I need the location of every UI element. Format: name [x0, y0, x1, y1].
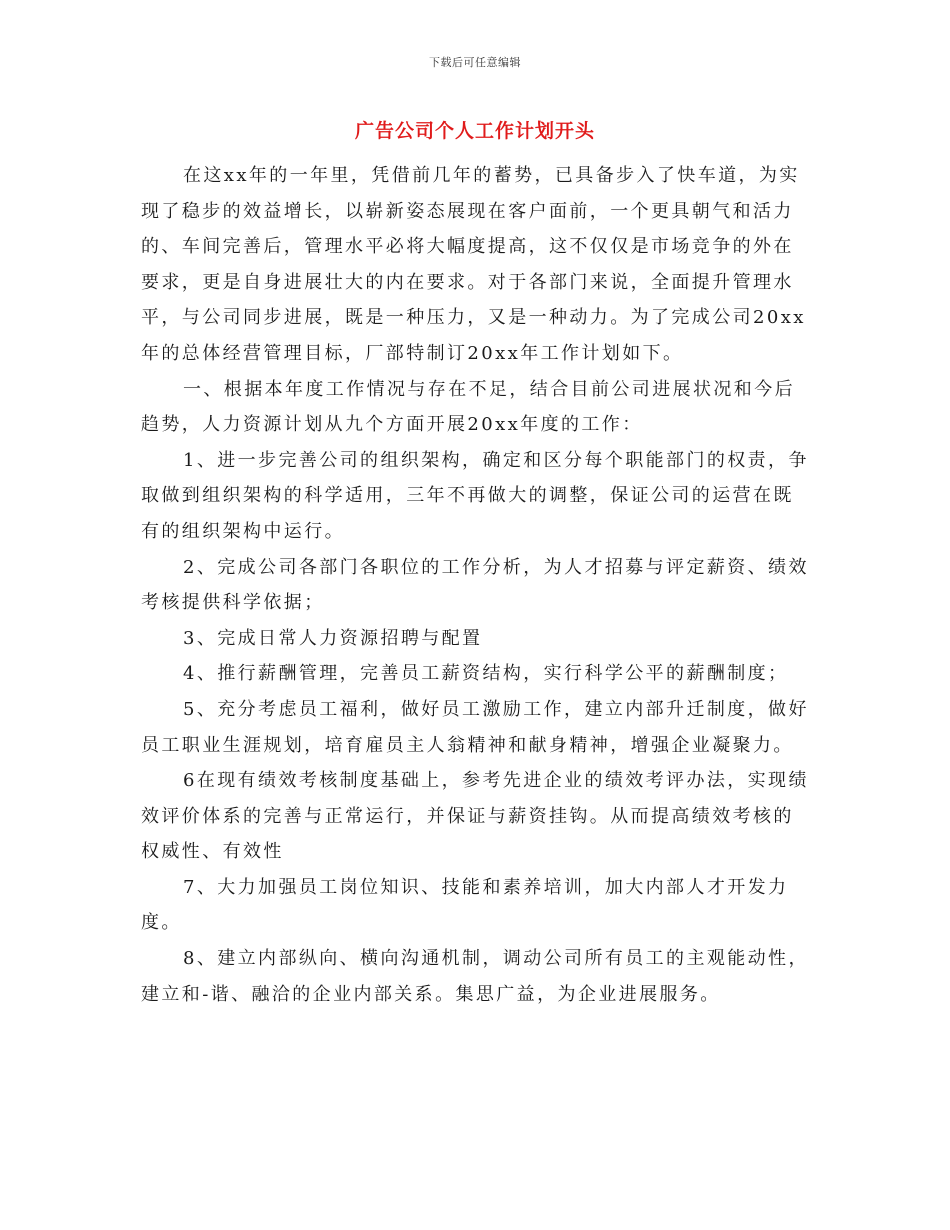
document-body — [141, 158, 813, 1012]
paragraph-item-5: 5、充分考虑员工福利，做好员工激励工作，建立内部升迁制度，做好员工职业生涯规划，培育雇员主人翁精神和献身精神，增强企业凝聚力。 — [141, 698, 809, 756]
paragraph-intro: 在这xx年的一年里，凭借前几年的蓄势，已具备步入了快车道，为实现了稳步的效益增长，以崭新姿态展现在客户面前，一个更具朝气和活力的、车间完善后，管理水平必将大幅度提高，这不仅仅是市场竞争的外在要求，更是自身进展壮大的内在要求。对于各部门来说，全面提升管理水平，与公司同步进展，既是一种压力，又是一种动力。为了完成公司20xx年的总体经营管理目标，厂部特制订20xx年工作计划如下。 — [141, 165, 806, 364]
paragraph-item-1: 1、进一步完善公司的组织架构，确定和区分每个职能部门的权责，争取做到组织架构的科学适用，三年不再做大的调整，保证公司的运营在既有的组织架构中运行。 — [141, 449, 809, 542]
paragraph-item-8: 8、建立内部纵向、横向沟通机制，调动公司所有员工的主观能动性，建立和-谐、融洽的企业内部关系。集思广益，为企业进展服务。 — [141, 948, 809, 1005]
paragraph-item-3: 3、完成日常人力资源招聘与配置 — [183, 627, 483, 649]
document-title: 广告公司个人工作计划开头 — [354, 120, 595, 142]
paragraph-item-6: 6在现有绩效考核制度基础上，参考先进企业的绩效考评办法，实现绩效评价体系的完善与正常运行，并保证与薪资挂钩。从而提高绩效考核的权威性、有效性 — [141, 770, 809, 863]
header-note: 下载后可任意编辑 — [429, 56, 521, 69]
paragraph-item-4: 4、推行薪酬管理，完善员工薪资结构，实行科学公平的薪酬制度； — [183, 663, 789, 685]
paragraph-item-2: 2、完成公司各部门各职位的工作分析，为人才招募与评定薪资、绩效考核提供科学依据； — [141, 556, 809, 614]
paragraph-item-7: 7、大力加强员工岗位知识、技能和素养培训，加大内部人才开发力度。 — [141, 876, 789, 934]
paragraph-section-1: 一、根据本年度工作情况与存在不足，结合目前公司进展状况和今后趋势，人力资源计划从九个方面开展20xx年度的工作： — [141, 378, 795, 436]
